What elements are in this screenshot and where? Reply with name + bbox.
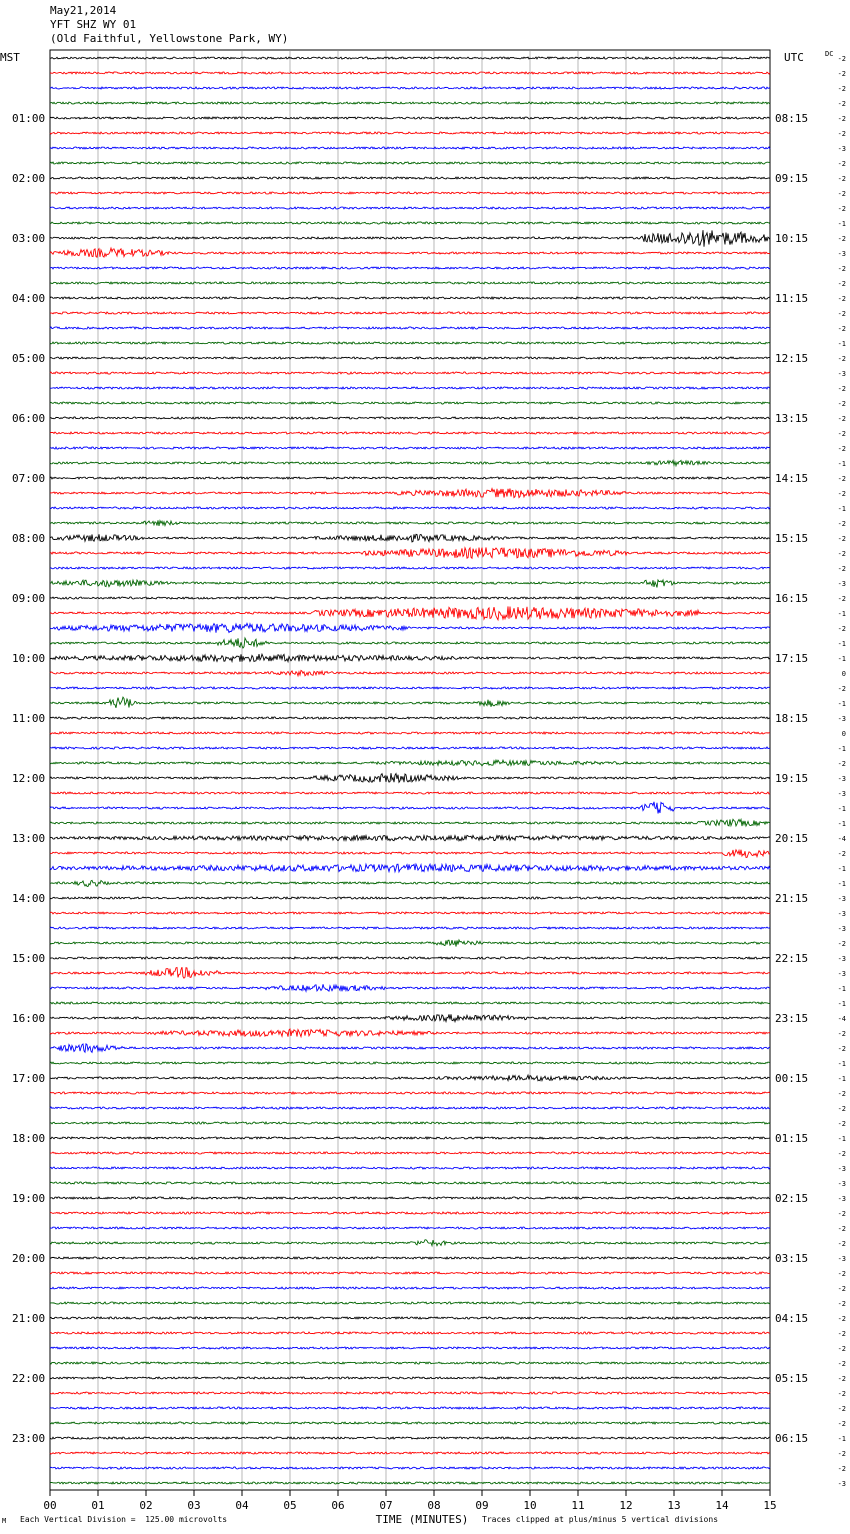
dc-offset-label: -2 bbox=[837, 850, 846, 858]
trace-row-25 bbox=[50, 432, 770, 434]
trace-row-64 bbox=[50, 1014, 770, 1021]
dc-offset-label: -2 bbox=[837, 1405, 846, 1413]
left-hour-label: 21:00 bbox=[12, 1312, 46, 1325]
dc-offset-label: -2 bbox=[837, 1450, 846, 1458]
dc-offset-label: -2 bbox=[837, 1375, 846, 1383]
trace-row-38 bbox=[50, 623, 770, 632]
trace-row-92 bbox=[50, 1437, 770, 1439]
trace-row-15 bbox=[50, 282, 770, 284]
trace-row-13 bbox=[50, 248, 770, 257]
header-station: YFT SHZ WY 01 bbox=[50, 18, 137, 31]
trace-row-57 bbox=[50, 912, 770, 914]
trace-row-56 bbox=[50, 897, 770, 899]
right-hour-label: 04:15 bbox=[775, 1312, 809, 1325]
dc-offset-label: -1 bbox=[837, 655, 846, 663]
trace-row-62 bbox=[50, 984, 770, 991]
x-tick-label: 10 bbox=[523, 1499, 537, 1512]
left-hour-label: 14:00 bbox=[12, 892, 46, 905]
trace-row-22 bbox=[50, 387, 770, 389]
trace-row-53 bbox=[50, 850, 770, 858]
dc-offset-label: -3 bbox=[837, 145, 846, 153]
right-hour-label: 20:15 bbox=[775, 832, 809, 845]
x-tick-label: 00 bbox=[43, 1499, 57, 1512]
trace-row-41 bbox=[50, 670, 770, 675]
trace-row-8 bbox=[50, 177, 770, 179]
dc-offset-label: -3 bbox=[837, 895, 846, 903]
dc-offset-label: -3 bbox=[837, 1180, 846, 1188]
dc-offset-label: -2 bbox=[837, 1045, 846, 1053]
dc-offset-label: -3 bbox=[837, 925, 846, 933]
trace-row-3 bbox=[50, 102, 770, 104]
trace-row-37 bbox=[50, 606, 770, 619]
trace-row-48 bbox=[50, 773, 770, 782]
trace-row-27 bbox=[50, 460, 770, 465]
dc-offset-label: -1 bbox=[837, 865, 846, 873]
trace-row-90 bbox=[50, 1407, 770, 1409]
left-hour-label: 20:00 bbox=[12, 1252, 46, 1265]
header-date: May21,2014 bbox=[50, 4, 117, 17]
x-tick-label: 09 bbox=[475, 1499, 489, 1512]
dc-offset-label: -2 bbox=[837, 520, 846, 528]
dc-offset-label: -1 bbox=[837, 1060, 846, 1068]
trace-row-20 bbox=[50, 357, 770, 359]
dc-offset-label: -2 bbox=[837, 130, 846, 138]
trace-row-54 bbox=[50, 864, 770, 872]
dc-offset-label: -2 bbox=[837, 1360, 846, 1368]
dc-offset-label: -2 bbox=[837, 1465, 846, 1473]
right-hour-label: 23:15 bbox=[775, 1012, 809, 1025]
trace-row-29 bbox=[50, 489, 770, 498]
trace-row-88 bbox=[50, 1377, 770, 1379]
trace-row-84 bbox=[50, 1317, 770, 1319]
right-hour-label: 21:15 bbox=[775, 892, 809, 905]
trace-row-26 bbox=[50, 447, 770, 449]
trace-row-94 bbox=[50, 1467, 770, 1469]
x-tick-label: 14 bbox=[715, 1499, 729, 1512]
left-hour-label: 18:00 bbox=[12, 1132, 46, 1145]
right-hour-label: 06:15 bbox=[775, 1432, 809, 1445]
dc-offset-label: -2 bbox=[837, 325, 846, 333]
dc-offset-label: -2 bbox=[837, 1285, 846, 1293]
trace-row-39 bbox=[50, 638, 770, 648]
right-hour-label: 19:15 bbox=[775, 772, 809, 785]
dc-offset-label: -3 bbox=[837, 250, 846, 258]
x-tick-label: 02 bbox=[139, 1499, 153, 1512]
header-location: (Old Faithful, Yellowstone Park, WY) bbox=[50, 32, 289, 45]
trace-row-78 bbox=[50, 1227, 770, 1229]
trace-row-46 bbox=[50, 747, 770, 749]
trace-row-30 bbox=[50, 507, 770, 509]
x-tick-label: 13 bbox=[667, 1499, 681, 1512]
dc-offset-label: -1 bbox=[837, 820, 846, 828]
trace-row-59 bbox=[50, 940, 770, 947]
trace-row-10 bbox=[50, 207, 770, 209]
trace-row-23 bbox=[50, 402, 770, 404]
left-hour-label: 23:00 bbox=[12, 1432, 46, 1445]
dc-offset-label: -2 bbox=[837, 445, 846, 453]
dc-offset-label: -2 bbox=[837, 940, 846, 948]
dc-offset-label: -2 bbox=[837, 1345, 846, 1353]
dc-offset-label: -2 bbox=[837, 1225, 846, 1233]
dc-offset-label: -3 bbox=[837, 775, 846, 783]
dc-offset-label: -2 bbox=[837, 100, 846, 108]
left-hour-label: 07:00 bbox=[12, 472, 46, 485]
x-tick-label: 06 bbox=[331, 1499, 345, 1512]
right-hour-label: 13:15 bbox=[775, 412, 809, 425]
trace-row-1 bbox=[50, 72, 770, 74]
dc-offset-label: 0 bbox=[841, 670, 846, 678]
x-tick-label: 11 bbox=[571, 1499, 585, 1512]
dc-offset-label: -3 bbox=[837, 1480, 846, 1488]
trace-row-71 bbox=[50, 1122, 770, 1124]
left-hour-label: 08:00 bbox=[12, 532, 46, 545]
trace-row-24 bbox=[50, 417, 770, 419]
dc-offset-label: -3 bbox=[837, 1165, 846, 1173]
right-hour-label: 00:15 bbox=[775, 1072, 809, 1085]
trace-row-5 bbox=[50, 132, 770, 134]
trace-row-44 bbox=[50, 717, 770, 719]
dc-offset-label: -3 bbox=[837, 790, 846, 798]
trace-row-91 bbox=[50, 1422, 770, 1424]
dc-offset-label: -2 bbox=[837, 235, 846, 243]
dc-offset-label: -1 bbox=[837, 610, 846, 618]
dc-offset-label: -2 bbox=[837, 1330, 846, 1338]
trace-row-28 bbox=[50, 477, 770, 479]
right-hour-label: 11:15 bbox=[775, 292, 809, 305]
trace-row-67 bbox=[50, 1062, 770, 1064]
dc-offset-label: -2 bbox=[837, 385, 846, 393]
trace-row-76 bbox=[50, 1197, 770, 1199]
dc-offset-label: -3 bbox=[837, 715, 846, 723]
dc-offset-label: -2 bbox=[837, 1210, 846, 1218]
dc-offset-label: -2 bbox=[837, 85, 846, 93]
trace-row-50 bbox=[50, 802, 770, 814]
trace-row-55 bbox=[50, 880, 770, 886]
dc-offset-label: -2 bbox=[837, 1120, 846, 1128]
corner-mark: M bbox=[2, 1517, 7, 1525]
right-hour-label: 15:15 bbox=[775, 532, 809, 545]
trace-row-58 bbox=[50, 927, 770, 929]
scale-note: Each Vertical Division = 125.00 microvolts bbox=[20, 1515, 228, 1524]
x-axis bbox=[43, 1490, 776, 1512]
dc-offset-label: -2 bbox=[837, 55, 846, 63]
trace-row-33 bbox=[50, 548, 770, 559]
trace-row-4 bbox=[50, 117, 770, 119]
dc-offset-label: -2 bbox=[837, 175, 846, 183]
dc-offset-label: -1 bbox=[837, 880, 846, 888]
trace-row-40 bbox=[50, 654, 770, 662]
x-tick-label: 12 bbox=[619, 1499, 633, 1512]
dc-offset-label: -3 bbox=[837, 1195, 846, 1203]
right-hour-label: 12:15 bbox=[775, 352, 809, 365]
trace-row-52 bbox=[50, 835, 770, 841]
trace-row-17 bbox=[50, 312, 770, 314]
dc-offset-label: -3 bbox=[837, 955, 846, 963]
dc-offset-label: -2 bbox=[837, 1420, 846, 1428]
trace-row-66 bbox=[50, 1044, 770, 1053]
dc-offset-label: -1 bbox=[837, 805, 846, 813]
trace-row-34 bbox=[50, 567, 770, 569]
dc-offset-label: -2 bbox=[837, 115, 846, 123]
dc-offset-label: -1 bbox=[837, 1435, 846, 1443]
trace-row-11 bbox=[50, 222, 770, 224]
trace-row-72 bbox=[50, 1137, 770, 1139]
x-tick-label: 01 bbox=[91, 1499, 105, 1512]
dc-offset-label: -2 bbox=[837, 565, 846, 573]
trace-row-89 bbox=[50, 1392, 770, 1394]
left-hour-label: 19:00 bbox=[12, 1192, 46, 1205]
x-tick-label: 05 bbox=[283, 1499, 297, 1512]
trace-row-18 bbox=[50, 327, 770, 329]
dc-offset-label: -2 bbox=[837, 1300, 846, 1308]
dc-offset-label: -2 bbox=[837, 1240, 846, 1248]
dc-offset-label: -2 bbox=[837, 535, 846, 543]
right-hour-label: 01:15 bbox=[775, 1132, 809, 1145]
trace-row-95 bbox=[50, 1482, 770, 1484]
dc-offset-label: -1 bbox=[837, 505, 846, 513]
dc-offset-label: -2 bbox=[837, 295, 846, 303]
trace-row-74 bbox=[50, 1167, 770, 1169]
dc-offset-label: -2 bbox=[837, 1030, 846, 1038]
trace-row-31 bbox=[50, 520, 770, 526]
trace-row-69 bbox=[50, 1092, 770, 1094]
dc-offset-label: -2 bbox=[837, 595, 846, 603]
dc-offset-label: -2 bbox=[837, 1315, 846, 1323]
dc-offset-label: -2 bbox=[837, 280, 846, 288]
dc-offset-label: -1 bbox=[837, 1075, 846, 1083]
dc-offset-label: -4 bbox=[837, 835, 846, 843]
left-hour-label: 16:00 bbox=[12, 1012, 46, 1025]
dc-offset-label: -3 bbox=[837, 910, 846, 918]
trace-row-81 bbox=[50, 1272, 770, 1274]
trace-row-49 bbox=[50, 792, 770, 794]
right-hour-label: 22:15 bbox=[775, 952, 809, 965]
left-hour-label: 09:00 bbox=[12, 592, 46, 605]
right-hour-label: 09:15 bbox=[775, 172, 809, 185]
trace-row-2 bbox=[50, 87, 770, 89]
dc-offset-label: -1 bbox=[837, 1135, 846, 1143]
trace-row-87 bbox=[50, 1362, 770, 1364]
trace-row-19 bbox=[50, 342, 770, 344]
trace-row-36 bbox=[50, 597, 770, 599]
dc-offset-label: -1 bbox=[837, 460, 846, 468]
right-hour-label: 08:15 bbox=[775, 112, 809, 125]
trace-row-12 bbox=[50, 230, 770, 247]
right-hour-label: 03:15 bbox=[775, 1252, 809, 1265]
dc-offset-label: -2 bbox=[837, 190, 846, 198]
dc-offset-label: -2 bbox=[837, 1150, 846, 1158]
trace-row-16 bbox=[50, 297, 770, 299]
dc-offset-label: -3 bbox=[837, 1255, 846, 1263]
left-hour-label: 15:00 bbox=[12, 952, 46, 965]
dc-offset-label: -2 bbox=[837, 1270, 846, 1278]
trace-row-35 bbox=[50, 580, 770, 588]
left-hour-label: 01:00 bbox=[12, 112, 46, 125]
dc-offset-label: -2 bbox=[837, 205, 846, 213]
trace-row-51 bbox=[50, 819, 770, 826]
dc-offset-label: -2 bbox=[837, 760, 846, 768]
dc-offset-label: -2 bbox=[837, 475, 846, 483]
trace-row-0 bbox=[50, 57, 770, 59]
dc-offset-label: 0 bbox=[841, 730, 846, 738]
right-hour-label: 17:15 bbox=[775, 652, 809, 665]
dc-offset-label: -4 bbox=[837, 1015, 846, 1023]
trace-row-60 bbox=[50, 957, 770, 959]
left-hour-label: 11:00 bbox=[12, 712, 46, 725]
dc-offset-label: -2 bbox=[837, 430, 846, 438]
trace-row-83 bbox=[50, 1302, 770, 1304]
left-hour-label: 03:00 bbox=[12, 232, 46, 245]
left-hour-label: 17:00 bbox=[12, 1072, 46, 1085]
dc-offset-label: -3 bbox=[837, 370, 846, 378]
seismic-traces bbox=[50, 57, 770, 1484]
dc-offset-label: -3 bbox=[837, 580, 846, 588]
dc-offset-label: -1 bbox=[837, 700, 846, 708]
x-axis-title: TIME (MINUTES) bbox=[375, 1513, 469, 1526]
dc-offset-label: -1 bbox=[837, 640, 846, 648]
dc-label: DC bbox=[825, 50, 834, 58]
x-tick-label: 08 bbox=[427, 1499, 441, 1512]
trace-row-6 bbox=[50, 147, 770, 149]
dc-offset-label: -2 bbox=[837, 1090, 846, 1098]
right-hour-label: 10:15 bbox=[775, 232, 809, 245]
right-hour-label: 16:15 bbox=[775, 592, 809, 605]
dc-offset-label: -2 bbox=[837, 625, 846, 633]
left-hour-label: 22:00 bbox=[12, 1372, 46, 1385]
dc-offset-label: -2 bbox=[837, 490, 846, 498]
left-hour-label: 12:00 bbox=[12, 772, 46, 785]
x-tick-label: 03 bbox=[187, 1499, 201, 1512]
left-hour-label: 05:00 bbox=[12, 352, 46, 365]
trace-row-7 bbox=[50, 162, 770, 164]
right-axis-label: UTC bbox=[784, 51, 804, 64]
right-hour-label: 18:15 bbox=[775, 712, 809, 725]
left-hour-label: 06:00 bbox=[12, 412, 46, 425]
dc-offset-label: -2 bbox=[837, 550, 846, 558]
trace-row-85 bbox=[50, 1332, 770, 1334]
left-hour-label: 02:00 bbox=[12, 172, 46, 185]
trace-row-70 bbox=[50, 1107, 770, 1109]
dc-offset-label: -1 bbox=[837, 1000, 846, 1008]
dc-offset-label: -1 bbox=[837, 340, 846, 348]
left-hour-label: 10:00 bbox=[12, 652, 46, 665]
right-hour-label: 05:15 bbox=[775, 1372, 809, 1385]
trace-row-61 bbox=[50, 967, 770, 978]
trace-row-86 bbox=[50, 1347, 770, 1349]
dc-offset-label: -2 bbox=[837, 70, 846, 78]
dc-offset-label: -2 bbox=[837, 160, 846, 168]
trace-row-9 bbox=[50, 192, 770, 194]
dc-offset-label: -3 bbox=[837, 970, 846, 978]
dc-offset-label: -2 bbox=[837, 310, 846, 318]
trace-row-63 bbox=[50, 1002, 770, 1004]
trace-row-47 bbox=[50, 760, 770, 766]
trace-row-79 bbox=[50, 1240, 770, 1246]
left-hour-label: 13:00 bbox=[12, 832, 46, 845]
left-hour-label: 04:00 bbox=[12, 292, 46, 305]
trace-row-93 bbox=[50, 1452, 770, 1454]
trace-row-43 bbox=[50, 697, 770, 708]
trace-row-42 bbox=[50, 687, 770, 689]
trace-row-77 bbox=[50, 1212, 770, 1214]
clip-note: Traces clipped at plus/minus 5 vertical divisions bbox=[482, 1515, 719, 1524]
trace-row-21 bbox=[50, 372, 770, 374]
dc-offset-label: -2 bbox=[837, 685, 846, 693]
trace-row-32 bbox=[50, 534, 770, 542]
dc-offset-label: -1 bbox=[837, 985, 846, 993]
trace-row-73 bbox=[50, 1152, 770, 1154]
dc-offset-label: -2 bbox=[837, 1390, 846, 1398]
trace-row-45 bbox=[50, 732, 770, 734]
left-axis-label: MST bbox=[0, 51, 20, 64]
trace-row-80 bbox=[50, 1257, 770, 1259]
dc-offset-label: -1 bbox=[837, 220, 846, 228]
dc-offset-label: -2 bbox=[837, 265, 846, 273]
x-tick-label: 04 bbox=[235, 1499, 249, 1512]
dc-offset-label: -2 bbox=[837, 400, 846, 408]
x-tick-label: 07 bbox=[379, 1499, 393, 1512]
right-hour-label: 14:15 bbox=[775, 472, 809, 485]
trace-row-75 bbox=[50, 1182, 770, 1184]
trace-row-65 bbox=[50, 1029, 770, 1037]
dc-offset-label: -2 bbox=[837, 1105, 846, 1113]
trace-row-82 bbox=[50, 1287, 770, 1289]
dc-offset-label: -2 bbox=[837, 355, 846, 363]
trace-row-14 bbox=[50, 267, 770, 269]
x-tick-label: 15 bbox=[763, 1499, 777, 1512]
dc-offset-label: -2 bbox=[837, 415, 846, 423]
right-hour-label: 02:15 bbox=[775, 1192, 809, 1205]
dc-offset-label: -1 bbox=[837, 745, 846, 753]
trace-row-68 bbox=[50, 1075, 770, 1081]
